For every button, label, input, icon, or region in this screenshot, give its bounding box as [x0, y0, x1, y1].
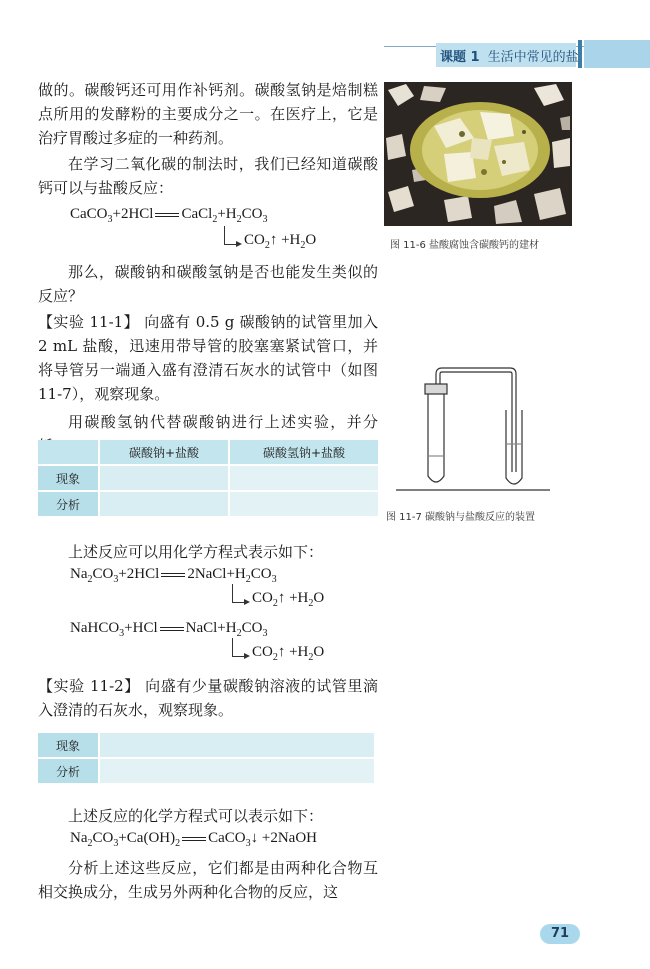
- eq2-equals: [161, 573, 185, 577]
- table-cell-blank: [100, 491, 228, 517]
- figure-11-7-caption: 图 11-7 碳酸钠与盐酸反应的装置: [386, 512, 536, 523]
- paragraph-question: 那么，碳酸钠和碳酸氢钠是否也能发生类似的反应？: [38, 263, 378, 305]
- paragraph-intro: 做的。碳酸钙还可用作补钙剂。碳酸氢钠是焙制糕点所用的发酵粉的主要成分之一。在医疗上，它是治疗胃酸过多症的一种药剂。: [38, 81, 378, 147]
- experiment-11-2-label: 【实验 11-2】: [38, 677, 140, 695]
- table-corner-cell: [38, 440, 98, 465]
- eq1-products: $CO_2↑ +H_2O$: [244, 232, 317, 251]
- experiment-11-2-text: 向盛有少量碳酸钠溶液的试管里滴入澄清的石灰水，观察现象。: [38, 677, 378, 719]
- table-row-label-phenomenon: 现象: [38, 733, 98, 758]
- eq1-equals: [155, 213, 179, 217]
- table-cell-blank: [230, 491, 378, 517]
- experiment-11-2: [38, 674, 378, 722]
- table-row: [38, 491, 378, 517]
- table-cell-blank: [100, 465, 228, 491]
- table-row-label-analysis: 分析: [38, 491, 98, 517]
- table-cell-blank: [100, 733, 374, 758]
- table-row: [38, 733, 374, 758]
- equation-nahco3-hcl: NaHCO$_3$+HCl $NaCl+H_2CO_3$: [70, 620, 268, 639]
- eq3-arrow-tip: [244, 653, 250, 659]
- experiment-11-2-table: [38, 733, 374, 785]
- table-row: [38, 465, 378, 491]
- paragraph-co2-recall: 在学习二氧化碳的制法时，我们已经知道碳酸钙可以与盐酸反应：: [38, 155, 378, 197]
- eq2-arrow-tip: [244, 599, 250, 605]
- corroded-stone-image: [384, 82, 572, 226]
- topic-number: 课题 1: [440, 50, 480, 65]
- table-col-na2co3: 碳酸钠+盐酸: [100, 440, 228, 465]
- paragraph-equation-intro-2: 上述反应的化学方程式可以表示如下：: [68, 807, 324, 825]
- table-row-label-phenomenon: 现象: [38, 465, 98, 491]
- eq2-products: $CO_2↑ +H_2O$: [252, 590, 325, 609]
- eq1-lhs: CaCO$_3$+2HCl: [70, 206, 154, 225]
- eq1-arrow-tip: [236, 241, 242, 247]
- eq4-equals: [182, 837, 206, 841]
- experiment-11-1-label: 【实验 11-1】: [38, 313, 140, 331]
- table-cell-blank: [230, 465, 378, 491]
- table-col-nahco3: 碳酸氢钠+盐酸: [230, 440, 378, 465]
- apparatus-drawing: [396, 368, 550, 490]
- figure-11-6-caption: 图 11-6 盐酸腐蚀含碳酸钙的建材: [390, 240, 540, 251]
- eq3-equals: [160, 627, 184, 631]
- header-accent-block: [584, 40, 650, 68]
- table-row: [38, 758, 374, 784]
- eq1-rhs: $CaCl_2+H_2CO_3$: [181, 206, 268, 225]
- paragraph-double-decomposition: 分析上述这些反应，它们都是由两种化合物互相交换成分，生成另外两种化合物的反应，这: [38, 859, 378, 901]
- equation-na2co3-caoh2: $Na_2CO_3+Ca(OH)_2$ CaCO$_3$↓ +2NaOH: [70, 830, 317, 849]
- experiment-11-1-text: 向盛有 0.5 g 碳酸钠的试管里加入 2 mL 盐酸，迅速用带导管的胶塞塞紧试管口，并将导管另一端通入盛有澄清石灰水的试管中（如图 11-7），观察现象。: [38, 313, 379, 403]
- eq3-products: $CO_2↑ +H_2O$: [252, 644, 325, 663]
- figure-11-7-apparatus: [392, 360, 554, 496]
- figure-11-6-photo: [384, 82, 572, 226]
- equation-na2co3-hcl: $Na_2CO_3+2HCl$ $2NaCl+H_2CO_3$: [70, 566, 277, 585]
- running-header: [440, 46, 579, 65]
- table-row-label-analysis: 分析: [38, 758, 98, 784]
- experiment-11-1-table: [38, 440, 378, 518]
- experiment-11-1: [38, 310, 378, 406]
- topic-title: 生活中常见的盐: [487, 50, 579, 65]
- page-number: 71: [540, 924, 580, 944]
- paragraph-nahco3-instead: 用碳酸氢钠代替碳酸钠进行上述实验，并分: [68, 413, 378, 431]
- table-header-row: [38, 440, 378, 465]
- table-cell-blank: [100, 758, 374, 784]
- equation-caco3-hcl: [70, 206, 267, 225]
- paragraph-equations-intro: 上述反应可以用化学方程式表示如下：: [68, 543, 324, 561]
